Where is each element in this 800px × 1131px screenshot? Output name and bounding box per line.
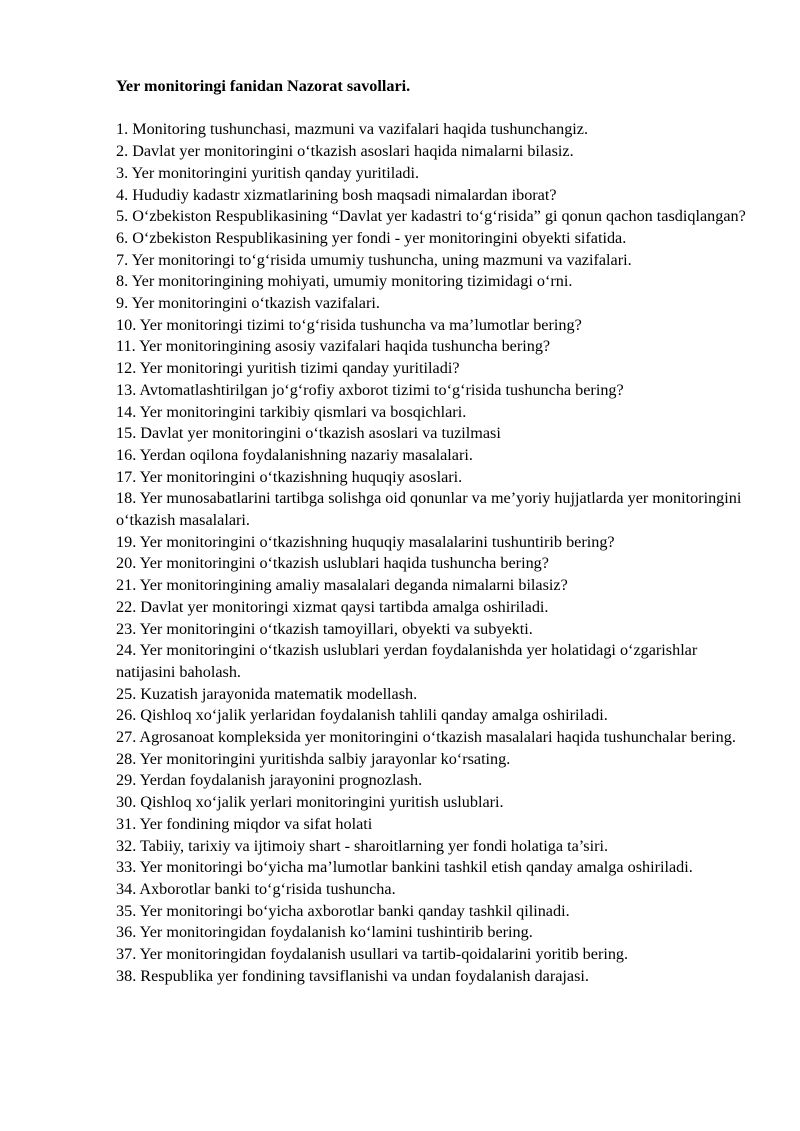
question-item: 8. Yer monitoringining mohiyati, umumiy monitoring tizimidagi o‘rni.	[116, 272, 573, 291]
question-item: 29. Yerdan foydalanish jarayonini prognozlash.	[116, 771, 423, 790]
question-item: 20. Yer monitoringini o‘tkazish uslublari haqida tushuncha bering?	[116, 554, 549, 573]
question-item: 7. Yer monitoringi to‘g‘risida umumiy tushuncha, uning mazmuni va vazifalari.	[116, 250, 632, 269]
question-item: 21. Yer monitoringining amaliy masalalari deganda nimalarni bilasiz?	[116, 576, 568, 595]
question-item: 18. Yer munosabatlarini tartibga solishga oid qonunlar va me’yoriy hujjatlarda yer monitoringini o‘tkazish masalalari.	[116, 489, 742, 530]
question-item: 16. Yerdan oqilona foydalanishning nazariy masalalari.	[116, 445, 473, 464]
question-item: 13. Avtomatlashtirilgan jo‘g‘rofiy axborot tizimi to‘g‘risida tushuncha bering?	[116, 380, 624, 399]
question-item: 25. Kuzatish jarayonida matematik modellash.	[116, 684, 418, 703]
question-item: 26. Qishloq xo‘jalik yerlaridan foydalanish tahlili qanday amalga oshiriladi.	[116, 706, 608, 725]
document-page	[116, 76, 746, 988]
question-item: 27. Agrosanoat kompleksida yer monitoringini o‘tkazish masalalari haqida tushunchalar bering.	[116, 728, 736, 747]
question-item: 15. Davlat yer monitoringini o‘tkazish asoslari va tuzilmasi	[116, 424, 501, 443]
question-item: 23. Yer monitoringini o‘tkazish tamoyillari, obyekti va subyekti.	[116, 619, 533, 638]
question-item: 32. Tabiiy, tarixiy va ijtimoiy shart - sharoitlarning yer fondi holatiga ta’siri.	[116, 836, 609, 855]
question-item: 38. Respublika yer fondining tavsiflanishi va undan foydalanish darajasi.	[116, 966, 589, 985]
title-spacer	[116, 98, 746, 120]
question-item: 3. Yer monitoringini yuritish qanday yuritiladi.	[116, 163, 420, 182]
question-item: 31. Yer fondining miqdor va sifat holati	[116, 814, 373, 833]
question-item: 19. Yer monitoringini o‘tkazishning huquqiy masalalarini tushuntirib bering?	[116, 532, 615, 551]
question-item: 24. Yer monitoringini o‘tkazish uslublari yerdan foydalanishda yer holatidagi o‘zgarishlar natijasini baholash.	[116, 641, 698, 681]
question-item: 36. Yer monitoringidan foydalanish ko‘lamini tushintirib bering.	[116, 923, 533, 942]
question-item: 37. Yer monitoringidan foydalanish usullari va tartib-qoidalarini yoritib bering.	[116, 945, 629, 964]
question-item: 5. O‘zbekiston Respublikasining “Davlat yer kadastri to‘g‘risida” gi qonun qachon tasdiqlangan?	[116, 207, 746, 226]
question-item: 4. Hududiy kadastr xizmatlarining bosh maqsadi nimalardan iborat?	[116, 185, 557, 204]
question-item: 22. Davlat yer monitoringi xizmat qaysi tartibda amalga oshiriladi.	[116, 597, 549, 616]
question-item: 35. Yer monitoringi bo‘yicha axborotlar banki qanday tashkil qilinadi.	[116, 901, 570, 920]
question-item: 2. Davlat yer monitoringini o‘tkazish asoslari haqida nimalarni bilasiz.	[116, 142, 574, 161]
question-item: 6. O‘zbekiston Respublikasining yer fondi - yer monitoringini obyekti sifatida.	[116, 228, 627, 247]
question-item: 11. Yer monitoringining asosiy vazifalari haqida tushuncha bering?	[116, 337, 551, 356]
question-item: 30. Qishloq xo‘jalik yerlari monitoringini yuritish uslublari.	[116, 793, 504, 812]
question-item: 17. Yer monitoringini o‘tkazishning huquqiy asoslari.	[116, 467, 463, 486]
question-item: 33. Yer monitoringi bo‘yicha ma’lumotlar bankini tashkil etish qanday amalga oshiriladi.	[116, 858, 693, 877]
question-item: 12. Yer monitoringi yuritish tizimi qanday yuritiladi?	[116, 359, 460, 378]
question-item: 34. Axborotlar banki to‘g‘risida tushuncha.	[116, 880, 396, 898]
question-item: 28. Yer monitoringini yuritishda salbiy jarayonlar ko‘rsating.	[116, 749, 511, 768]
question-item: 10. Yer monitoringi tizimi to‘g‘risida tushuncha va ma’lumotlar bering?	[116, 315, 582, 334]
question-item: 1. Monitoring tushunchasi, mazmuni va vazifalari haqida tushunchangiz.	[116, 120, 589, 139]
question-list	[116, 119, 746, 987]
question-item: 9. Yer monitoringini o‘tkazish vazifalari.	[116, 294, 380, 313]
question-item: 14. Yer monitoringini tarkibiy qismlari va bosqichlari.	[116, 402, 467, 421]
document-title: Yer monitoringi fanidan Nazorat savollari.	[116, 77, 411, 95]
